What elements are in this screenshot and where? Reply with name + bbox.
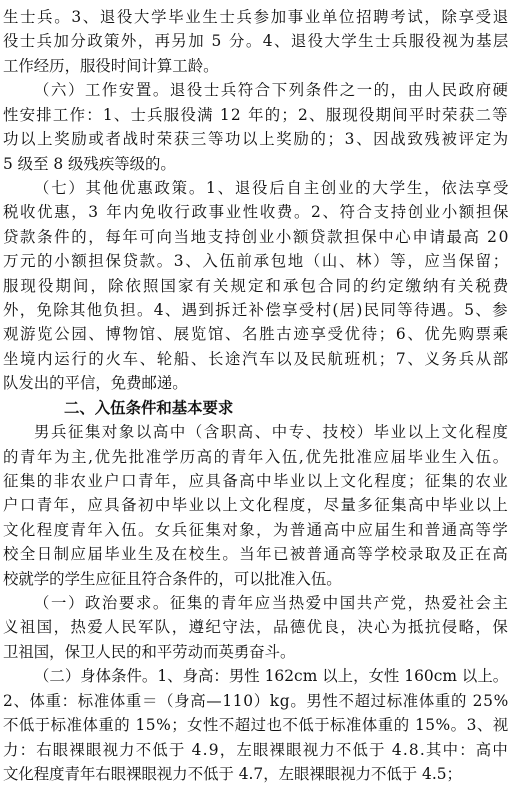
text-line: 不低于标准体重的 15%；女性不超过也不低于标准体重的 15%。3、视 <box>3 716 509 734</box>
text-line: 税收优惠，3 年内免收行政事业性收费。2、符合支持创业小额担保 <box>3 203 511 221</box>
text-line: 万元的小额担保贷款。3、入伍前承包地（山、林）等，应当保留； <box>3 252 510 270</box>
text-line: 男兵征集对象以高中（含职高、中专、技校）毕业以上文化程度 <box>34 423 510 441</box>
text-line: 校就学的学生应征且符合条件的，可以批准入伍。 <box>3 570 342 588</box>
text-line: 观游览公园、博物馆、展览馆、名胜古迹享受优待；6、优先购票乘 <box>3 325 510 343</box>
text-line: 服现役期间，除依照国家有关规定和承包合同的约定缴纳有关税费 <box>3 277 511 295</box>
text-line: 力：右眼裸眼视力不低于 4.9，左眼裸眼视力不低于 4.8.其中：高中 <box>3 741 509 759</box>
text-line: 役士兵加分政策外，再另加 5 分。4、退役大学生士兵服役视为基层 <box>3 32 510 50</box>
text-line: 文化程度青年右眼裸眼视力不低于 4.7，左眼裸眼视力不低于 4.5； <box>3 765 462 783</box>
text-line: 的青年为主,优先批准学历高的青年入伍,优先批准应届毕业生入伍。 <box>3 448 510 466</box>
text-line: 队发出的平信，免费邮递。 <box>3 374 188 392</box>
text-line: （二）身体条件。1、身高：男性 162cm 以上，女性 160cm 以上。 <box>34 667 509 685</box>
text-line: 功以上奖励或者战时荣获三等功以上奖励的；3、因战致残被评定为 <box>3 130 510 148</box>
heading-enlistment-requirements: 二、入伍条件和基本要求 <box>64 399 234 417</box>
text-line: 征集的非农业户口青年，应具备高中毕业以上文化程度；征集的农业 <box>3 472 510 490</box>
text-line: 贷款条件的，每年可向当地支持创业小额贷款担保中心申请最高 20 <box>3 228 511 246</box>
text-line: 5 级至 8 级残疾等级的。 <box>3 155 176 173</box>
text-line: （六）工作安置。退役士兵符合下列条件之一的，由人民政府硬 <box>34 81 510 99</box>
text-line: 工作经历，服役时间计算工龄。 <box>3 57 219 75</box>
text-line: 外，免除其他负担。4、遇到拆迁补偿享受村(居)民同等待遇。5、参 <box>3 301 509 319</box>
text-line: 文化程度青年入伍。女兵征集对象，为普通高中应届生和普通高等学 <box>3 521 510 539</box>
text-line: 卫祖国，保卫人民的和平劳动而英勇奋斗。 <box>3 643 296 661</box>
text-line: 性安排工作：1、士兵服役满 12 年的；2、服现役期间平时荣获二等 <box>3 106 509 124</box>
text-line: 户口青年，应具备初中毕业以上文化程度，尽量多征集高中毕业以上 <box>3 496 510 514</box>
text-line: 生士兵。3、退役大学毕业生士兵参加事业单位招聘考试，除享受退 <box>3 8 510 26</box>
text-line: 2、体重：标准体重＝（身高—110）kg。男性不超过标准体重的 25% <box>3 692 509 710</box>
text-line: 校全日制应届毕业生及在校生。当年已被普通高等学校录取及正在高 <box>3 545 510 563</box>
text-line: （一）政治要求。征集的青年应当热爱中国共产党，热爱社会主 <box>34 594 510 612</box>
text-line: 坐境内运行的火车、轮船、长途汽车以及民航班机；7、义务兵从部 <box>3 350 510 368</box>
text-line: （七）其他优惠政策。1、退役后自主创业的大学生，依法享受 <box>34 179 511 197</box>
text-line: 义祖国，热爱人民军队，遵纪守法，品德优良，决心为抵抗侵略，保 <box>3 618 510 636</box>
